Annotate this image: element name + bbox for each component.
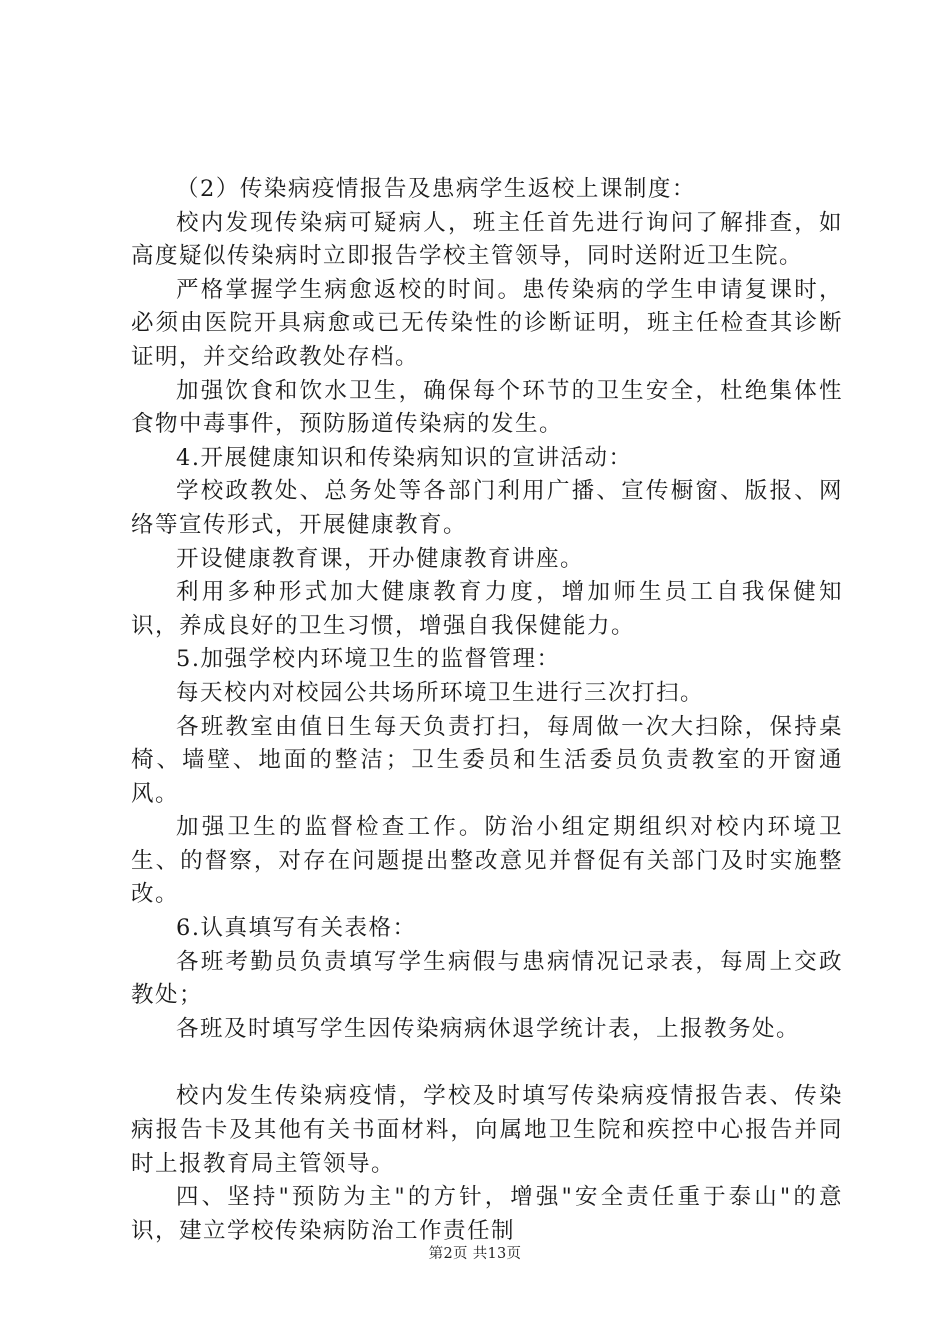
paragraph-report-system-heading: （2）传染病疫情报告及患病学生返校上课制度： bbox=[176, 176, 696, 202]
paragraph-epidemic-report: 校内发生传染病疫情，学校及时填写传染病疫情报告表、传染病报告卡及其他有关书面材料，向属地卫生院和疾控中心报告并同时上报教育局主管领导。 bbox=[131, 1083, 843, 1177]
paragraph-publicity: 学校政教处、总务处等各部门利用广播、宣传橱窗、版报、网络等宣传形式，开展健康教育。 bbox=[131, 478, 843, 538]
paragraph-health-awareness: 利用多种形式加大健康教育力度，增加师生员工自我保健知识，养成良好的卫生习惯，增强自我保健能力。 bbox=[131, 579, 843, 639]
paragraph-supervision: 加强卫生的监督检查工作。防治小组定期组织对校内环境卫生、的督察，对存在问题提出整改意见并督促有关部门及时实施整改。 bbox=[131, 814, 843, 908]
paragraph-environment-heading: 5.加强学校内环境卫生的监督管理： bbox=[176, 646, 561, 673]
paragraph-section-four: 四、坚持"预防为主"的方针，增强"安全责任重于泰山"的意识，建立学校传染病防治工作责任制 bbox=[131, 1184, 843, 1244]
paragraph-daily-cleaning: 每天校内对校园公共场所环境卫生进行三次打扫。 bbox=[176, 679, 705, 706]
paragraph-forms-heading: 6.认真填写有关表格： bbox=[176, 915, 417, 942]
paragraph-health-education-heading: 4.开展健康知识和传染病知识的宣讲活动： bbox=[176, 444, 633, 471]
page-footer: 第2页 共13页 bbox=[428, 1246, 522, 1262]
paragraph-food-water-hygiene: 加强饮食和饮水卫生，确保每个环节的卫生安全，杜绝集体性食物中毒事件，预防肠道传染病的发生。 bbox=[131, 377, 843, 438]
paragraph-gap bbox=[131, 1046, 843, 1080]
paragraph-dropout-statistics: 各班及时填写学生因传染病病休退学统计表，上报教务处。 bbox=[176, 1015, 801, 1042]
paragraph-classroom-cleaning: 各班教室由值日生每天负责打扫，每周做一次大扫除，保持桌椅、墙壁、地面的整洁；卫生委员和生活委员负责教室的开窗通风。 bbox=[131, 713, 843, 807]
document-body bbox=[131, 173, 843, 1248]
paragraph-return-to-school: 严格掌握学生病愈返校的时间。患传染病的学生申请复课时，必须由医院开具病愈或已无传染性的诊断证明，班主任检查其诊断证明，并交给政教处存档。 bbox=[131, 276, 843, 370]
paragraph-attendance-record: 各班考勤员负责填写学生病假与患病情况记录表，每周上交政教处； bbox=[131, 948, 843, 1009]
paragraph-suspected-case: 校内发现传染病可疑病人，班主任首先进行询问了解排查，如高度疑似传染病时立即报告学校主管领导，同时送附近卫生院。 bbox=[131, 209, 843, 270]
paragraph-health-course: 开设健康教育课，开办健康教育讲座。 bbox=[176, 545, 585, 572]
